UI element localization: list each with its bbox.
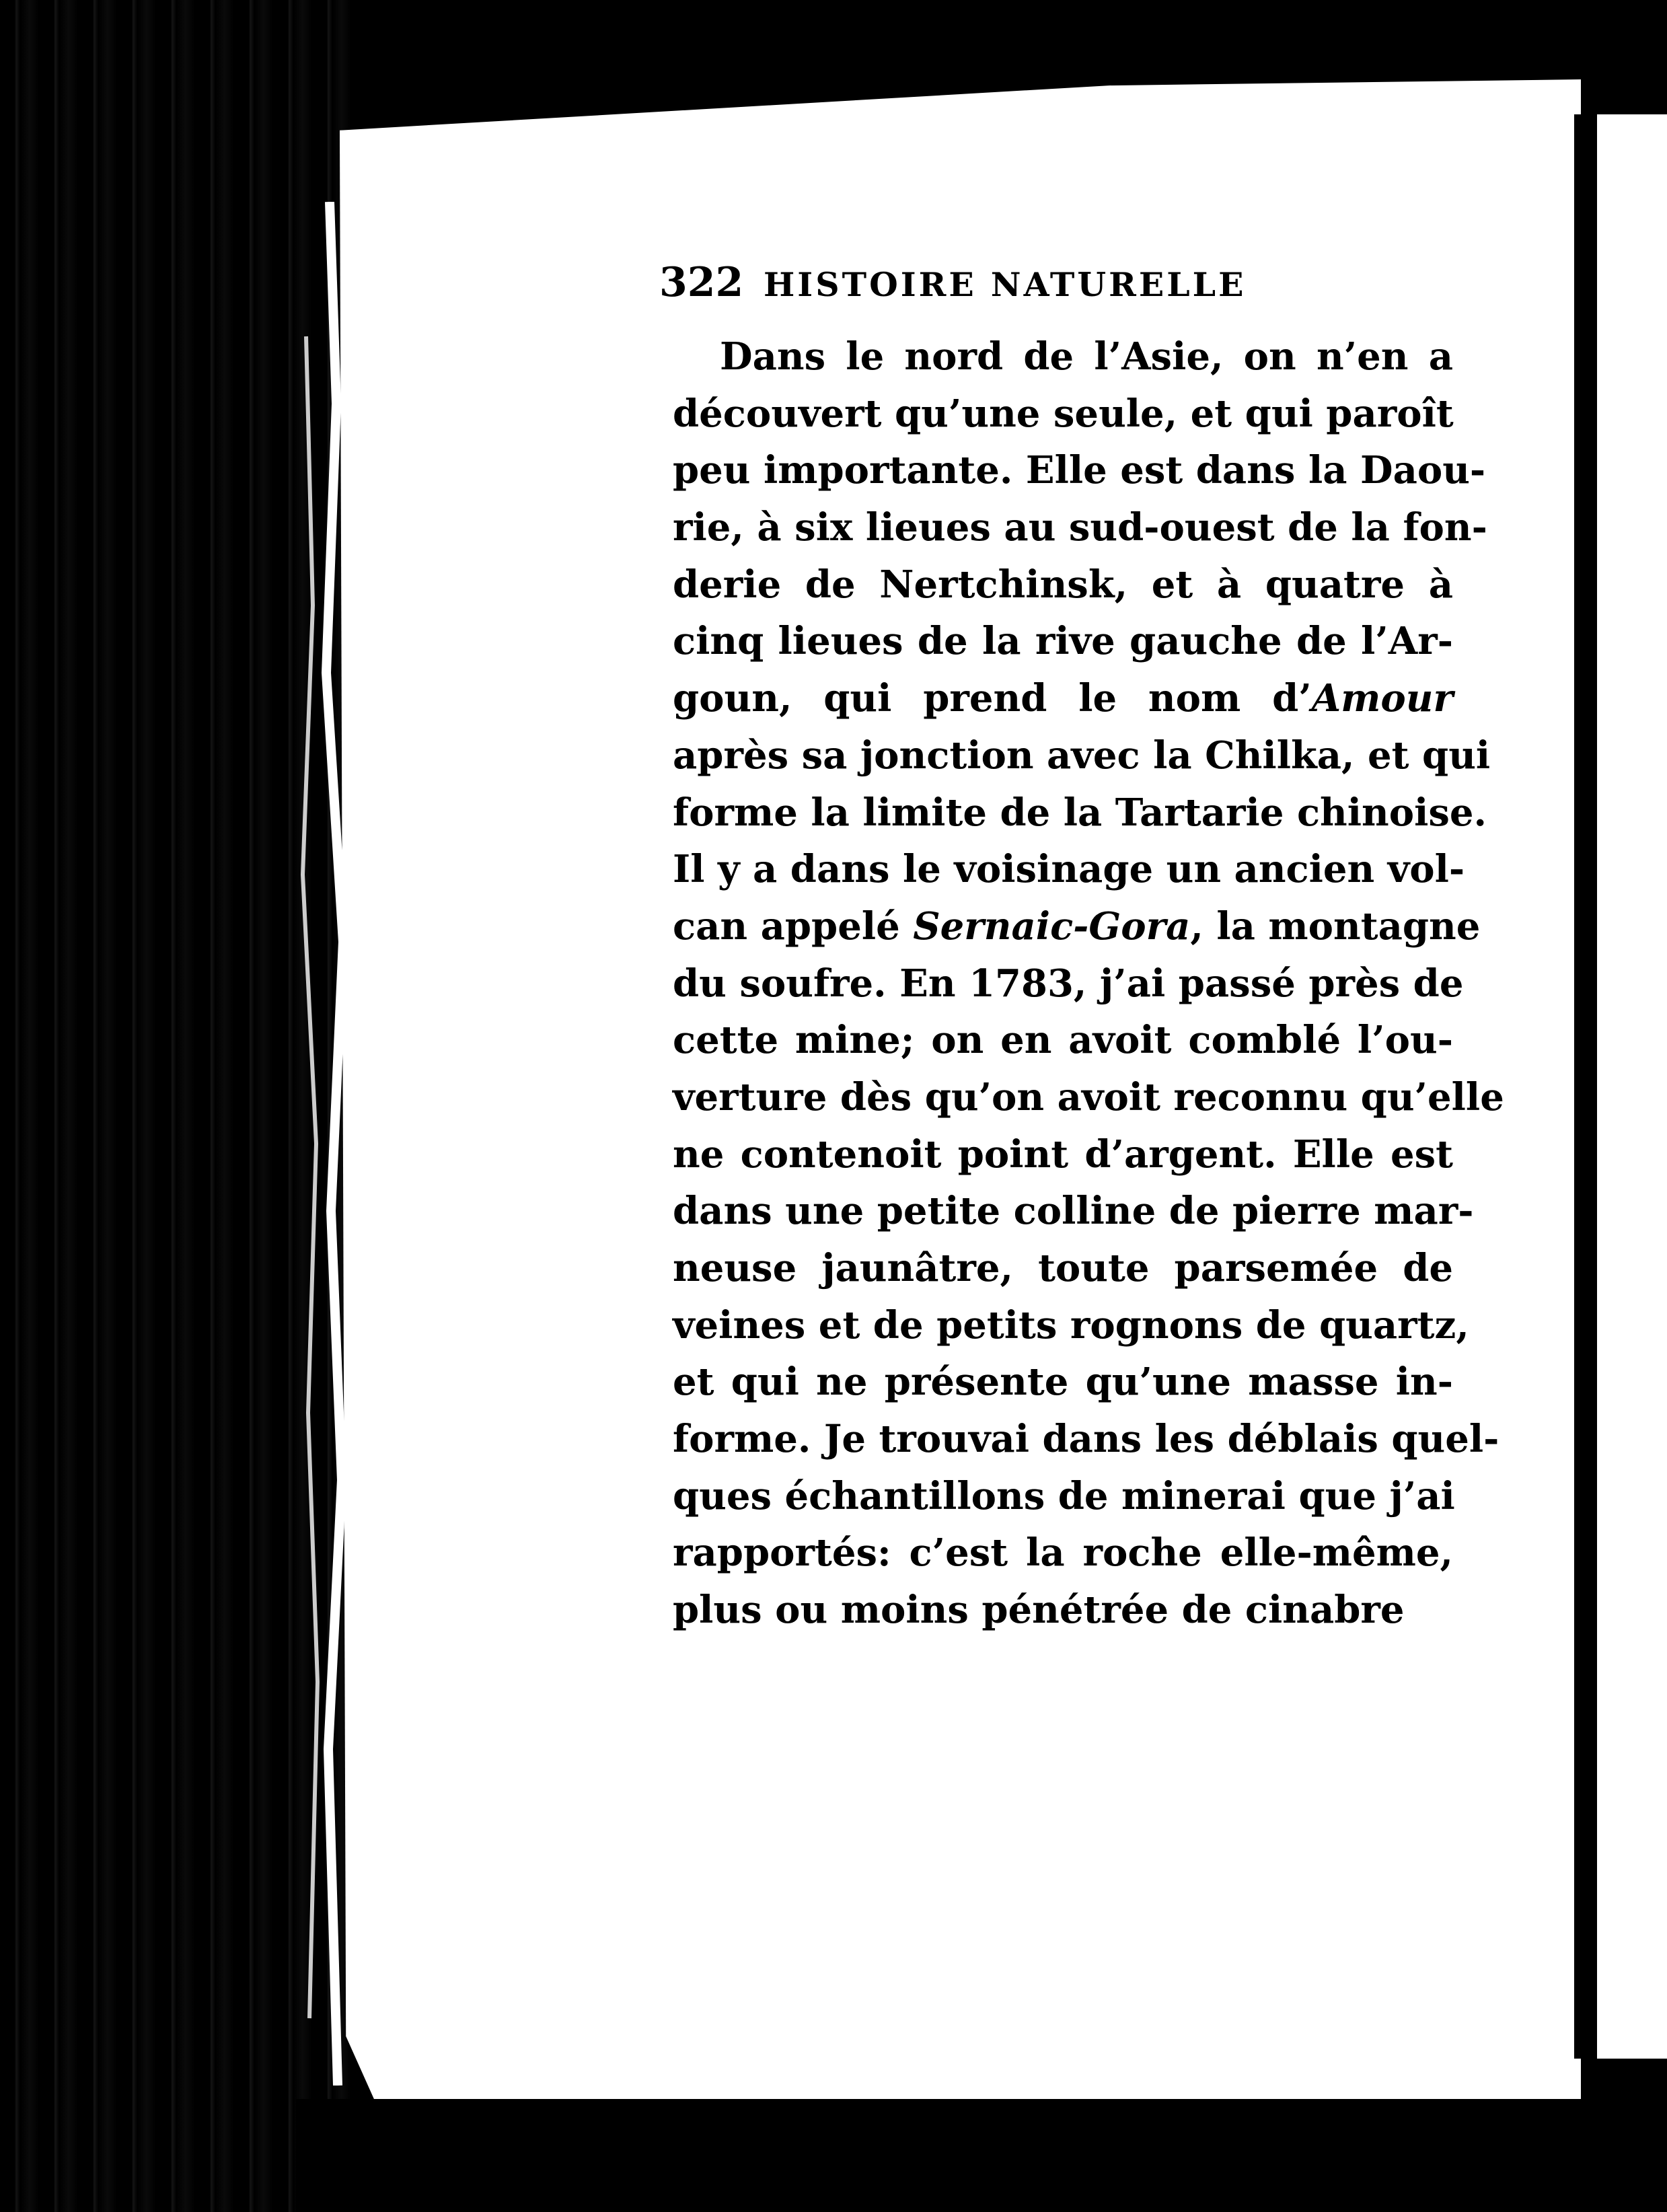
italic-term: Amour [1311, 676, 1453, 721]
text-line: plus ou moins pénétrée de cinabre [673, 1588, 1405, 1633]
text-line: forme la limite de la Tartarie chinoise. [673, 790, 1487, 835]
text-line: du soufre. En 1783, j’ai passé près de [673, 961, 1464, 1006]
text-line: peu importante. Elle est dans la Daou- [673, 448, 1486, 493]
text-line: rie, à six lieues au sud-ouest de la fon- [673, 505, 1487, 550]
text-line: cinq lieues de la rive gauche de l’Ar- [673, 619, 1453, 664]
text-line: et qui ne présente qu’une masse in- [673, 1360, 1453, 1405]
text-line: derie de Nertchinsk, et à quatre à [673, 562, 1453, 607]
text-line: dans une petite colline de pierre mar- [673, 1189, 1474, 1234]
text-line: Dans le nord de l’Asie, on n’en a [720, 334, 1453, 379]
page-header [659, 259, 1433, 306]
italic-term: Sernaic-Gora [913, 904, 1191, 949]
body-text [673, 328, 1504, 1639]
text-line: neuse jaunâtre, toute parsemée de [673, 1246, 1453, 1290]
text-span: goun, qui prend le nom d’ [673, 676, 1312, 721]
bottom-shadow [296, 2099, 1667, 2212]
text-line: ques échantillons de minerai que j’ai [673, 1473, 1455, 1518]
text-line: découvert qu’une seule, et qui paroît [673, 391, 1454, 436]
text-line [673, 670, 1453, 727]
text-line: rapportés: c’est la roche elle-même, [673, 1531, 1453, 1576]
text-line: verture dès qu’on avoit reconnu qu’elle [673, 1074, 1504, 1119]
text-line: forme. Je trouvai dans les déblais quel- [673, 1417, 1499, 1462]
text-line: après sa jonction avec la Chilka, et qui [673, 733, 1491, 778]
page-number: 322 [659, 259, 744, 306]
text-line: cette mine; on en avoit comblé l’ou- [673, 1018, 1453, 1063]
text-line: veines et de petits rognons de quartz, [673, 1302, 1469, 1348]
text-line: Il y a dans le voisinage un ancien vol- [673, 847, 1465, 892]
gutter-shadow [1581, 114, 1597, 2059]
text-line [673, 898, 1481, 955]
text-span: , la montagne [1190, 904, 1481, 949]
text-line: ne contenoit point d’argent. Elle est [673, 1132, 1453, 1177]
text-span: can appelé [673, 904, 914, 949]
running-head: HISTOIRE NATURELLE [764, 265, 1247, 304]
